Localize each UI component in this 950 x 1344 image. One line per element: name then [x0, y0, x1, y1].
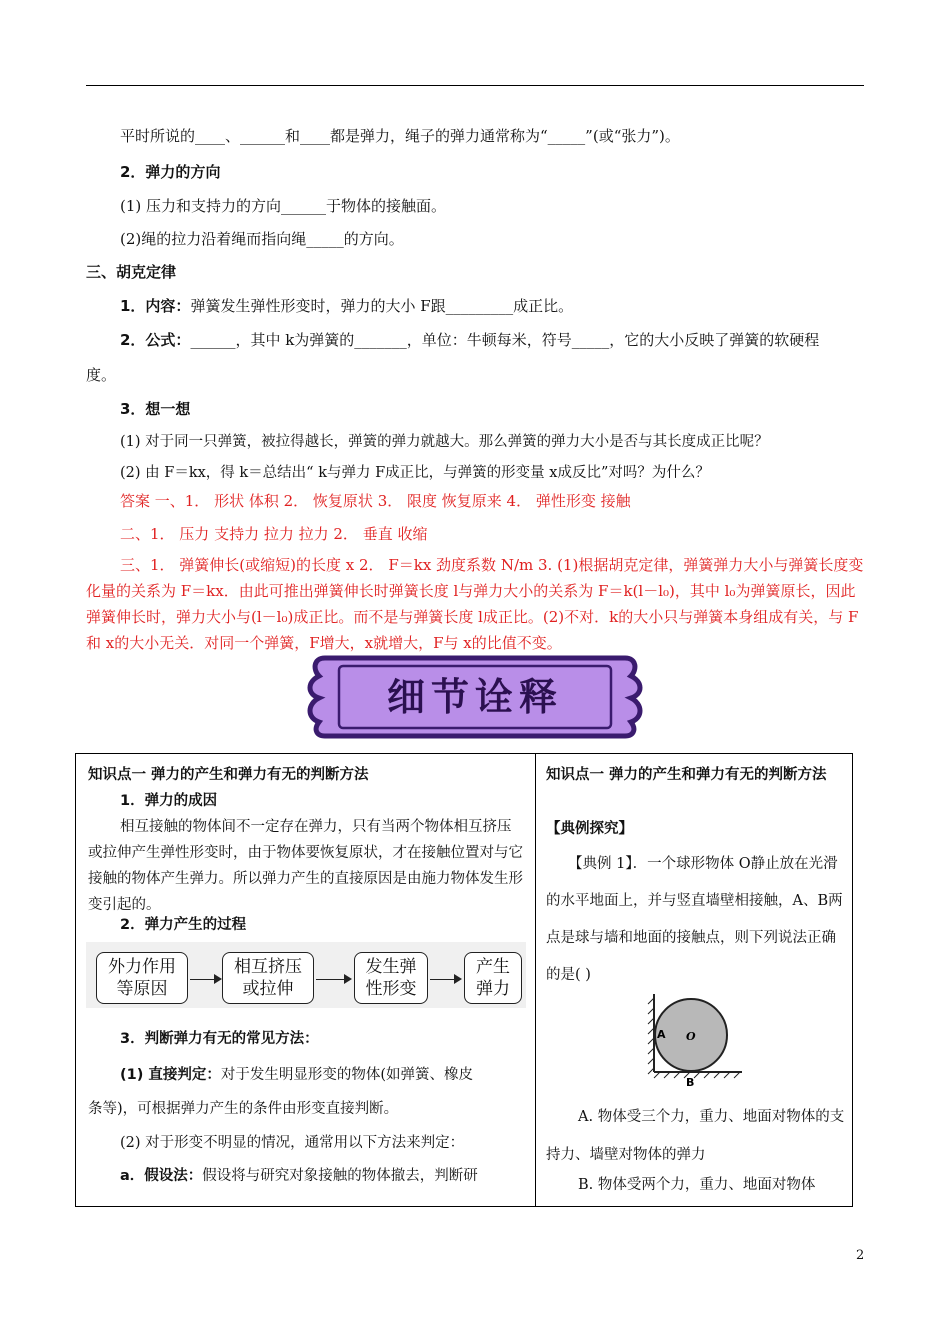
- question-line: (1) 压力和支持力的方向______于物体的接触面。: [120, 197, 447, 215]
- point-b-label: B: [686, 1076, 695, 1089]
- banner-text: 细节诠释: [386, 675, 563, 719]
- subheading-direction: 2．弹力的方向: [120, 163, 221, 181]
- left-subheading: 1．弹力的成因: [120, 793, 218, 809]
- option-b: B. 物体受两个力，重力、地面对物体: [578, 1177, 816, 1193]
- point-a-label: A: [657, 1028, 666, 1041]
- flow-step: [222, 952, 314, 1004]
- question-line: (2) 由 F＝kx，得 k＝总结出“ k与弹力 F成正比，与弹簧的形变量 x成反比”对吗？为什么？: [120, 465, 710, 481]
- left-title: 知识点一 弹力的产生和弹力有无的判断方法: [88, 767, 369, 783]
- method-label: a．假设法：: [120, 1168, 203, 1184]
- section-heading-hooke: 三、胡克定律: [86, 263, 177, 281]
- method-line: [120, 1062, 473, 1088]
- method-continuation: 条等)，可根据弹力产生的条件由形变直接判断。: [88, 1101, 399, 1117]
- flow-step: [464, 952, 522, 1004]
- page-number: 2: [856, 1248, 865, 1263]
- flow-step-label: 产生 弹力: [476, 957, 510, 999]
- flow-step: [354, 952, 428, 1004]
- header-rule: [86, 85, 864, 86]
- formula-text: ______，其中 k为弹簧的_______，单位：牛顿每米，符号_____，它的大小反映了弹簧的软硬程: [190, 331, 820, 349]
- right-subheading: 【典例探究】: [546, 821, 633, 837]
- method-text: 对于发生明显形变的物体(如弹簧、橡皮: [220, 1067, 474, 1083]
- example-text: 【典例 1】．一个球形物体 O静止放在光滑的水平地面上，并与竖直墙壁相接触，A、B两点是球与墙和地面的接触点，则下列说法正确的是( ): [546, 856, 843, 983]
- subheading-think: 3．想一想: [120, 400, 191, 418]
- flow-arrow: [190, 979, 220, 980]
- left-subheading: 2．弹力产生的过程: [120, 917, 247, 933]
- table-divider: [535, 753, 536, 1207]
- formula-label: 2．公式：: [120, 331, 191, 349]
- answer-line: 答案 一、1． 形状 体积 2． 恢复原状 3． 限度 恢复原来 4． 弹性形变 接触: [120, 492, 631, 510]
- content-text: 弹簧发生弹性形变时，弹力的大小 F跟_________成正比。: [190, 297, 574, 315]
- question-line: (1) 对于同一只弹簧，被拉得越长，弹簧的弹力就越大。那么弹簧的弹力大小是否与其长度成正比呢？: [120, 434, 769, 450]
- question-line: (2)绳的拉力沿着绳而指向绳_____的方向。: [120, 230, 404, 248]
- content-line: [120, 296, 573, 316]
- flow-step-label: 发生弹 性形变: [365, 957, 417, 999]
- formula-line: [120, 330, 819, 350]
- method-text: 假设将与研究对象接触的物体撤去，判断研: [202, 1168, 478, 1184]
- left-subheading: 3．判断弹力有无的常见方法：: [120, 1031, 319, 1047]
- flow-step: [96, 952, 188, 1004]
- formula-continuation: 度。: [86, 366, 117, 384]
- flow-step-label: 外力作用 等原因: [108, 957, 176, 999]
- method-line: (2) 对于形变不明显的情况，通常用以下方法来判定：: [120, 1135, 465, 1151]
- fill-blank-line: 平时所说的____、______和____都是弹力，绳子的弹力通常称为“_____”(或“张力”)。: [120, 127, 680, 145]
- method-line: [120, 1163, 478, 1189]
- center-o-label: O: [686, 1030, 696, 1043]
- answer-line: 二、1． 压力 支持力 拉力 拉力 2． 垂直 收缩: [120, 525, 428, 543]
- method-label: (1) 直接判定：: [120, 1067, 221, 1083]
- left-paragraph: 相互接触的物体间不一定存在弹力，只有当两个物体相互挤压或拉伸产生弹性形变时，由于物体要恢复原状，才在接触位置对与它接触的物体产生弹力。所以弹力产生的直接原因是由施力物体发生形变引起的。: [88, 819, 523, 913]
- flow-step-label: 相互挤压 或拉伸: [234, 957, 302, 999]
- sphere-wall-figure: [646, 990, 746, 1090]
- content-label: 1．内容：: [120, 297, 191, 315]
- right-title: 知识点一 弹力的产生和弹力有无的判断方法: [546, 767, 827, 783]
- answer-paragraph: 三、1． 弹簧伸长(或缩短)的长度 x 2． F＝kx 劲度系数 N/m 3. (1)根据胡克定律，弹簧弹力大小与弹簧长度变化量的关系为 F＝kx．由此可推出弹簧伸长时弹簧长度 l与弹力大小的关系为 F＝k(l－l₀)，其中 l₀为弹簧原长，因此弹簧伸长时，弹力大小与(l－l₀)成正比。而不是与弹簧长度 l成正比。(2)不对．k的大小只与弹簧本身组成有关，与 F和 x的大小无关．对同一个弹簧，F增大，x就增大，F与 x的比值不变。: [86, 556, 864, 652]
- option-a: A. 物体受三个力，重力、地面对物体的支持力、墙壁对物体的弹力: [546, 1109, 845, 1163]
- flow-arrow: [316, 979, 350, 980]
- flow-arrow: [430, 979, 460, 980]
